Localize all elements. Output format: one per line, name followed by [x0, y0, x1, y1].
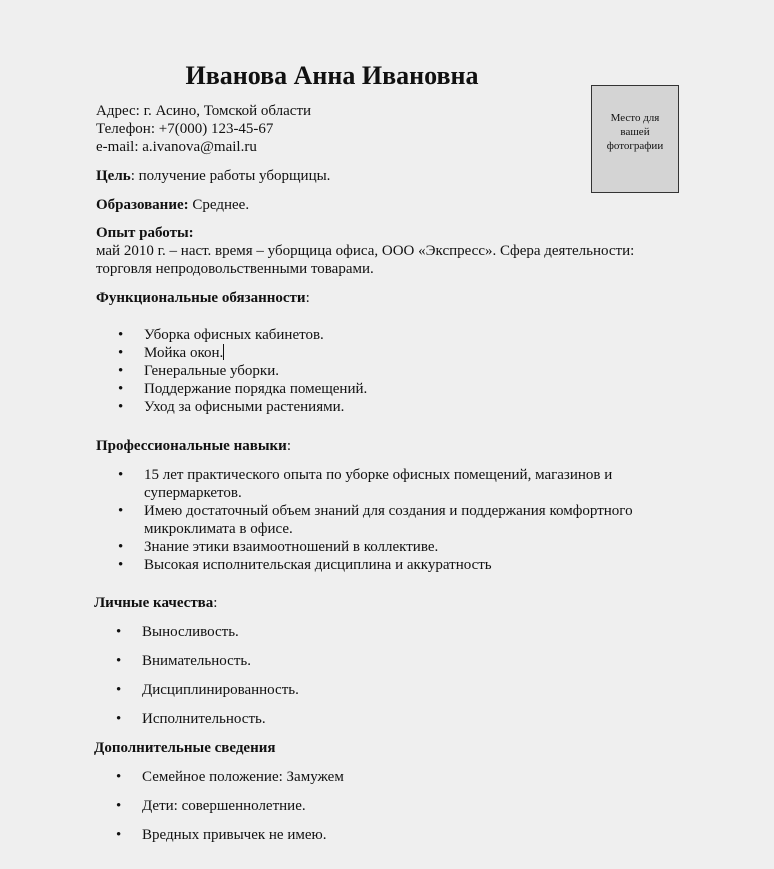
- goal-line: [96, 167, 330, 185]
- additional-label: Дополнительные сведения: [94, 740, 276, 756]
- list-item: • Имею достаточный объем знаний для создания и поддержания комфортного микроклимата в офисе.: [118, 503, 633, 537]
- duties-list: [96, 326, 686, 416]
- skills-suffix: :: [286, 438, 291, 454]
- list-item: • Дисциплинированность.: [116, 682, 299, 698]
- skills-list: [96, 466, 686, 574]
- bullet-icon: •: [118, 467, 124, 483]
- bullet-icon: •: [116, 711, 122, 727]
- skills-label: Профессиональные навыки: [96, 438, 287, 454]
- list-item: • 15 лет практического опыта по уборке офисных помещений, магазинов и супермаркетов.: [118, 467, 613, 501]
- resume-name: Иванова Анна Ивановна: [185, 61, 479, 90]
- phone-line: Телефон: +7(000) 123-45-67: [96, 121, 274, 137]
- list-item: • Уход за офисными растениями.: [118, 399, 345, 415]
- list-item: • Исполнительность.: [116, 711, 266, 727]
- list-item: • Знание этики взаимоотношений в коллективе.: [118, 539, 439, 555]
- list-item: • Поддержание порядка помещений.: [118, 381, 368, 397]
- bullet-icon: •: [118, 345, 124, 361]
- bullet-icon: •: [116, 769, 122, 785]
- list-item: • Высокая исполнительская дисциплина и аккуратность: [118, 557, 492, 573]
- photo-placeholder: [591, 85, 679, 193]
- qualities-label: Личные качества: [94, 595, 214, 611]
- qualities-heading: [94, 594, 217, 612]
- list-item: • Вредных привычек не имею.: [116, 827, 327, 843]
- additional-heading: [94, 739, 275, 757]
- bullet-icon: •: [118, 399, 124, 415]
- education-text: Среднее.: [188, 197, 250, 213]
- goal-label: Цель: [96, 168, 131, 184]
- duties-heading: [96, 289, 310, 307]
- address-line: Адрес: г. Асино, Томской области: [96, 103, 312, 119]
- list-item: • Выносливость.: [116, 624, 239, 640]
- email-line: e-mail: a.ivanova@mail.ru: [96, 139, 257, 155]
- duties-label: Функциональные обязанности: [96, 290, 306, 306]
- list-item: • Мойка окон.: [118, 345, 224, 361]
- education-line: [96, 196, 249, 214]
- bullet-icon: •: [118, 327, 124, 343]
- experience-label: Опыт работы:: [96, 225, 194, 241]
- bullet-icon: •: [118, 557, 124, 573]
- goal-text: : получение работы уборщицы.: [130, 168, 331, 184]
- bullet-icon: •: [116, 653, 122, 669]
- bullet-icon: •: [118, 539, 124, 555]
- text-cursor: [223, 344, 224, 360]
- qualities-suffix: :: [213, 595, 218, 611]
- experience-text: май 2010 г. – наст. время – уборщица офиса, ООО «Экспресс». Сфера деятельности: торговля непродовольственными товарами.: [96, 243, 635, 277]
- skills-heading: [96, 437, 291, 455]
- list-item: • Семейное положение: Замужем: [116, 769, 344, 785]
- list-item: • Дети: совершеннолетние.: [116, 798, 306, 814]
- bullet-icon: •: [118, 381, 124, 397]
- bullet-icon: •: [116, 827, 122, 843]
- bullet-icon: •: [116, 798, 122, 814]
- list-item: • Внимательность.: [116, 653, 251, 669]
- photo-placeholder-text: Место для вашей фотографии: [606, 112, 664, 152]
- bullet-icon: •: [118, 503, 124, 519]
- bullet-icon: •: [116, 682, 122, 698]
- bullet-icon: •: [116, 624, 122, 640]
- additional-list: [94, 768, 684, 855]
- list-item: • Генеральные уборки.: [118, 363, 279, 379]
- bullet-icon: •: [118, 363, 124, 379]
- list-item: • Уборка офисных кабинетов.: [118, 327, 324, 343]
- qualities-list: [94, 623, 684, 739]
- education-label: Образование:: [96, 197, 189, 213]
- duties-suffix: :: [305, 290, 310, 306]
